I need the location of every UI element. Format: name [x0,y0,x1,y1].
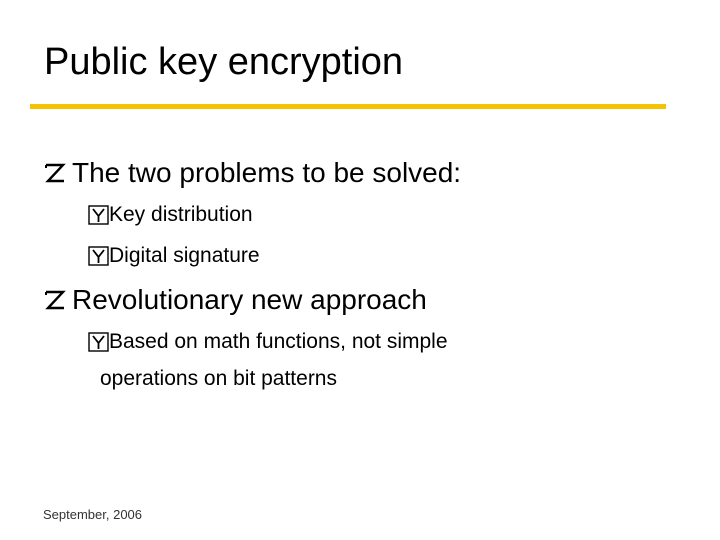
sub-bullet-item [88,329,448,354]
y-bullet-icon [88,246,109,266]
bullet-item [44,156,461,190]
sub-bullet-item [88,243,260,268]
sub-bullet-text: Key distribution [109,203,253,226]
y-bullet-icon [88,205,109,225]
sub-bullet-text: Digital signature [109,244,260,267]
bullet-text: Revolutionary new approach [72,284,427,315]
title-underline [30,104,666,109]
slide-title: Public key encryption [44,41,404,83]
sub-bullet-continuation: operations on bit patterns [100,367,337,390]
bullet-text: The two problems to be solved: [72,157,462,188]
sub-bullet-text: Based on math functions, not simple [109,330,448,353]
bullet-item [44,283,427,317]
z-bullet-icon [44,289,72,311]
y-bullet-icon [88,332,109,352]
footer-date: September, 2006 [43,507,143,522]
z-bullet-icon [44,162,72,184]
sub-bullet-item [88,202,253,227]
